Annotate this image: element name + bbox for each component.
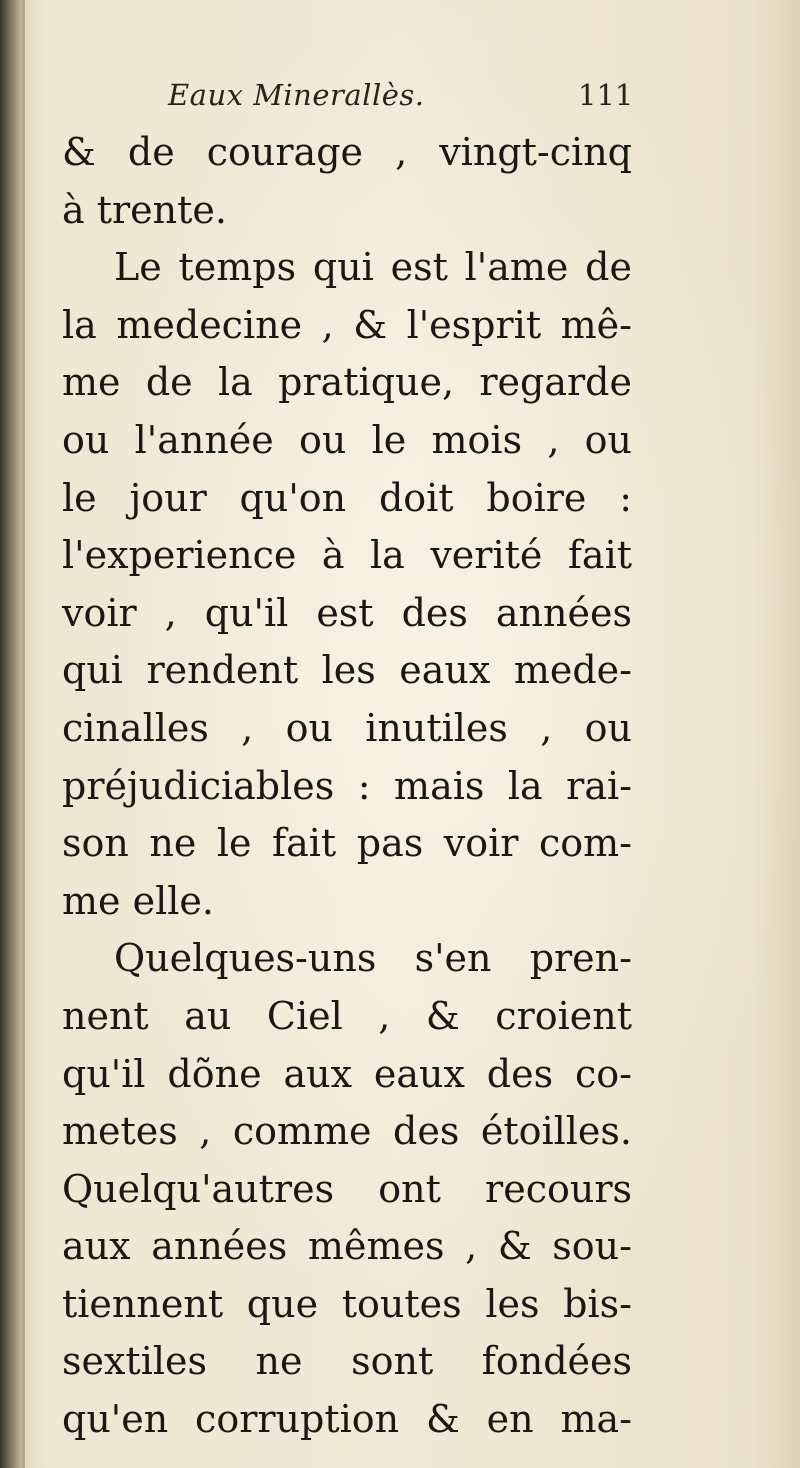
text-line: nent au Ciel , & croient <box>62 993 632 1038</box>
paragraph-start-line: Quelques-uns s'en pren- <box>114 936 632 981</box>
text-line: ou l'année ou le mois , ou <box>62 417 632 462</box>
text-line: l'experience à la verité fait <box>62 533 632 578</box>
text-line: cinalles , ou inutiles , ou <box>62 705 632 750</box>
paragraph-start-line: Le temps qui est l'ame de <box>114 245 632 290</box>
page-number: 111 <box>578 78 634 112</box>
gutter-edge <box>22 0 25 1468</box>
text-line: la medecine , & l'esprit mê- <box>62 302 632 347</box>
running-title: Eaux Minerallès. <box>168 78 425 112</box>
text-line: son ne le fait pas voir com- <box>62 821 632 866</box>
page-gutter <box>0 0 22 1468</box>
body-text <box>62 124 632 1449</box>
text-line: préjudiciables : mais la rai- <box>62 763 632 808</box>
text-line: metes , comme des étoilles. <box>62 1109 632 1154</box>
text-line: tiennent que toutes les bis- <box>62 1281 632 1326</box>
text-line: à trente. <box>62 187 227 232</box>
text-line: aux années mêmes , & sou- <box>62 1224 632 1269</box>
text-line: voir , qu'il est des années <box>62 590 632 635</box>
text-line: qu'il dõne aux eaux des co- <box>62 1051 632 1096</box>
text-line: me elle. <box>62 878 214 923</box>
text-line: Quelqu'autres ont recours <box>62 1166 632 1211</box>
text-line: qu'en corruption & en ma- <box>62 1397 632 1442</box>
text-line: le jour qu'on doit boire : <box>62 475 632 520</box>
text-line: & de courage , vingt-cinq <box>62 130 632 174</box>
text-line: me de la pratique, regarde <box>62 360 632 405</box>
text-line: qui rendent les eaux mede- <box>62 648 632 693</box>
text-line: sextiles ne sont fondées <box>62 1339 632 1384</box>
